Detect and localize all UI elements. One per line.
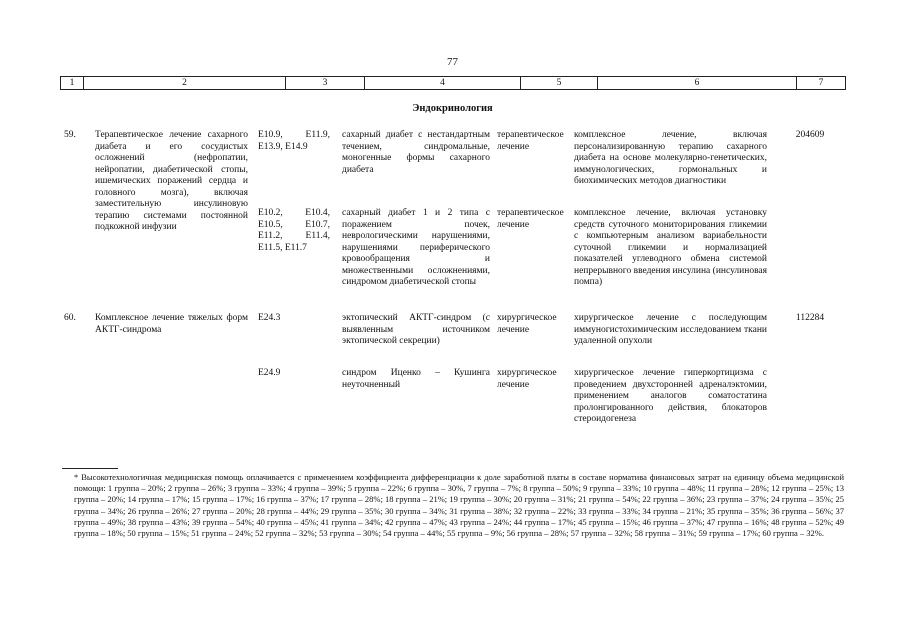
patient-model: сахарный диабет с нестандартным течением, синдромальные, моногенные формы сахарного диабета [342, 130, 490, 175]
treatment-type: терапевтическое лечение [497, 130, 564, 152]
icd-codes: E10.2, E10.4, E10.5, E10.7, E11.2, E11.4, E11.5, E11.7 [258, 208, 330, 253]
col-7-header: 7 [818, 78, 824, 88]
col-3-header: 3 [286, 77, 365, 89]
patient-model: эктопический АКТГ-синдром (с выявленным источником эктопической секреции) [342, 313, 490, 346]
cost-value: 204609 [795, 130, 825, 140]
procedure-name: Комплексное лечение тяжелых форм АКТГ-синдрома [95, 313, 248, 335]
footnote: * Высокотехнологичная медицинская помощь оплачивается с применением коэффициента дифференциации к доле заработной платы в составе норматива финансовых затрат на единицу объема медицинской помощи: 1 группа – 20%; 2 группа – 26%; 3 группа – 33%; 4 группа – 39%; 5 группа – 22%; 6 группа – 30%, 7 группа – 7%; 8 группа – 50%; 9 группа – 33%; 10 группа – 48%; 11 группа – 28%; 12 группа – 25%; 13 группа – 20%; 14 группа – 17%; 15 группа – 17%; 16 группа – 37%; 17 группа – 28%; 18 группа – 21%; 19 группа – 30%; 20 группа – 31%; 21 группа – 54%; 22 группа – 36%; 23 группа – 37%; 24 группа – 35%; 25 группа – 34%; 26 группа – 26%; 27 группа – 20%; 28 группа – 44%; 29 группа – 35%; 30 группа – 34%; 31 группа – 38%; 32 группа – 22%; 33 группа – 33%; 34 группа – 21%; 35 группа – 35%; 36 группа – 56%; 37 группа – 49%; 38 группа – 43%; 39 группа – 54%; 40 группа – 45%; 41 группа – 34%; 42 группа – 47%; 43 группа – 24%; 44 группа – 17%; 45 группа – 15%; 46 группа – 37%; 47 группа – 16%; 48 группа – 52%; 49 группа – 18%; 50 группа – 15%; 51 группа – 24%; 52 группа – 32%; 53 группа – 30%; 54 группа – 44%; 55 группа – 9%; 56 группа – 28%; 57 группа – 32%; 58 группа – 31%; 59 группа – 17%; 60 группа – 32%. [74, 472, 844, 539]
col-4-header: 4 [365, 77, 521, 89]
icd-codes: E10.9, E11.9, E13.9, E14.9 [258, 130, 330, 152]
col-1-header: 1 [61, 77, 84, 89]
icd-codes: E24.9 [258, 368, 281, 378]
page-number: 77 [447, 56, 458, 68]
col-6-header: 6 [598, 77, 797, 89]
treatment-method: хирургическое лечение гиперкортицизма с проведением двухсторонней адреналэктомии, применением аналогов соматостатина пролонгированного действия, блокаторов стероидогенеза [574, 368, 767, 424]
col-5-header: 5 [521, 77, 598, 89]
patient-model: синдром Иценко – Кушинга неуточненный [342, 368, 490, 390]
row-number: 60. [64, 313, 76, 323]
treatment-method: комплексное лечение, включая установку средств суточного мониторирования гликемии с компьютерным анализом вариабельности суточной гликемии и нормализацией показателей углеводного обмена системой непрерывного введения инсулина (инсулиновая помпа) [574, 208, 768, 287]
treatment-type: хирургическое лечение [497, 313, 557, 335]
cost-value: 112284 [795, 313, 825, 323]
footnote-separator [62, 468, 118, 469]
column-number-header [60, 76, 846, 90]
procedure-name: Терапевтическое лечение сахарного диабета и его сосудистых осложнений (нефропатии, нейропатии, диабетической стопы, ишемических поражений сердца и головного мозга), включая заместительную инсулиновую терапию системами постоянной подкожной инфузии [95, 130, 248, 232]
section-title: Эндокринология [412, 103, 493, 114]
col-2-header: 2 [84, 77, 286, 89]
treatment-type: терапевтическое лечение [497, 208, 564, 230]
treatment-method: комплексное лечение, включая персонализированную терапию сахарного диабета на основе молекулярно-генетических, иммунологических, гормональных и биохимических методов диагностики [574, 130, 767, 186]
patient-model: сахарный диабет 1 и 2 типа с поражением почек, неврологическими нарушениями, нарушениями периферического кровообращения и множественными осложнениями, синдромом диабетической стопы [342, 208, 490, 287]
treatment-type: хирургическое лечение [497, 368, 557, 390]
icd-codes: E24.3 [258, 313, 281, 323]
row-number: 59. [64, 130, 76, 140]
treatment-method: хирургическое лечение с последующим иммуногистохимическим исследованием ткани удаленной опухоли [574, 313, 767, 346]
